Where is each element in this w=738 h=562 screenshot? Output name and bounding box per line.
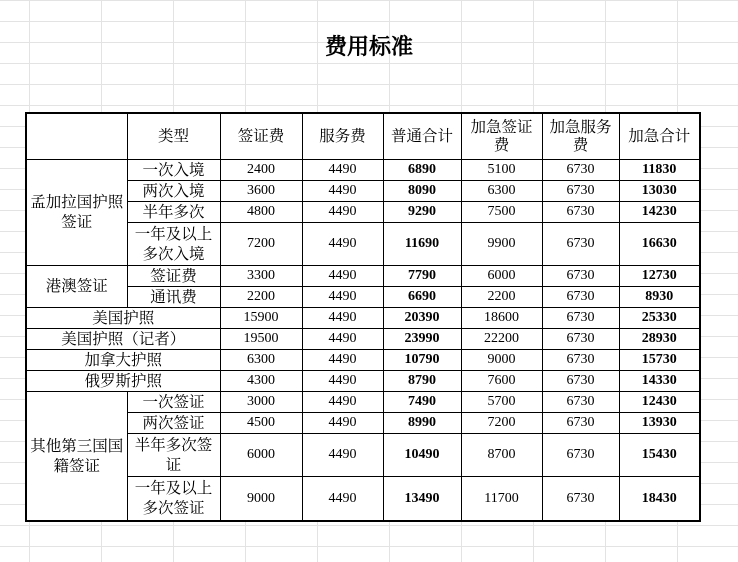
table-row xyxy=(26,265,700,286)
type-cell[interactable]: 半年多次签证 xyxy=(127,433,220,476)
header-cell-urgent-visa-fee[interactable]: 加急签证费 xyxy=(461,113,542,159)
category-cell[interactable]: 美国护照 xyxy=(26,307,220,328)
normal-total-cell[interactable]: 13490 xyxy=(383,476,461,521)
urgent-total-cell[interactable]: 18430 xyxy=(619,476,700,521)
service-fee-cell[interactable]: 4490 xyxy=(302,391,383,412)
urgent-visa-fee-cell[interactable]: 7200 xyxy=(461,412,542,433)
service-fee-cell[interactable]: 4490 xyxy=(302,328,383,349)
category-cell[interactable]: 俄罗斯护照 xyxy=(26,370,220,391)
normal-total-cell[interactable]: 8090 xyxy=(383,180,461,201)
service-fee-cell[interactable]: 4490 xyxy=(302,476,383,521)
urgent-visa-fee-cell[interactable]: 22200 xyxy=(461,328,542,349)
type-cell[interactable]: 半年多次 xyxy=(127,201,220,222)
service-fee-cell[interactable]: 4490 xyxy=(302,433,383,476)
table-row xyxy=(26,201,700,222)
urgent-total-cell[interactable]: 12730 xyxy=(619,265,700,286)
urgent-visa-fee-cell[interactable]: 9900 xyxy=(461,222,542,265)
service-fee-cell[interactable]: 4490 xyxy=(302,159,383,180)
visa-fee-cell[interactable]: 15900 xyxy=(220,307,302,328)
service-fee-cell[interactable]: 4490 xyxy=(302,222,383,265)
fee-table xyxy=(25,112,701,522)
visa-fee-cell[interactable]: 2200 xyxy=(220,286,302,307)
table-row xyxy=(26,307,700,328)
service-fee-cell[interactable]: 4490 xyxy=(302,349,383,370)
category-cell[interactable]: 加拿大护照 xyxy=(26,349,220,370)
urgent-total-cell[interactable]: 13030 xyxy=(619,180,700,201)
normal-total-cell[interactable]: 10790 xyxy=(383,349,461,370)
service-fee-cell[interactable]: 4490 xyxy=(302,180,383,201)
urgent-total-cell[interactable]: 25330 xyxy=(619,307,700,328)
urgent-total-cell[interactable]: 11830 xyxy=(619,159,700,180)
category-cell[interactable]: 美国护照（记者） xyxy=(26,328,220,349)
normal-total-cell[interactable]: 6890 xyxy=(383,159,461,180)
urgent-service-fee-cell[interactable]: 6730 xyxy=(542,286,619,307)
normal-total-cell[interactable]: 8990 xyxy=(383,412,461,433)
urgent-total-cell[interactable]: 8930 xyxy=(619,286,700,307)
category-cell[interactable]: 其他第三国国籍签证 xyxy=(26,391,127,521)
type-cell[interactable]: 两次入境 xyxy=(127,180,220,201)
urgent-service-fee-cell[interactable]: 6730 xyxy=(542,265,619,286)
service-fee-cell[interactable]: 4490 xyxy=(302,412,383,433)
urgent-service-fee-cell[interactable]: 6730 xyxy=(542,391,619,412)
urgent-visa-fee-cell[interactable]: 7500 xyxy=(461,201,542,222)
urgent-visa-fee-cell[interactable]: 5700 xyxy=(461,391,542,412)
normal-total-cell[interactable]: 7790 xyxy=(383,265,461,286)
urgent-visa-fee-cell[interactable]: 9000 xyxy=(461,349,542,370)
urgent-visa-fee-cell[interactable]: 5100 xyxy=(461,159,542,180)
header-cell-urgent-service-fee[interactable]: 加急服务费 xyxy=(542,113,619,159)
type-cell[interactable]: 一年及以上多次入境 xyxy=(127,222,220,265)
visa-fee-cell[interactable]: 4800 xyxy=(220,201,302,222)
header-cell-normal-total[interactable]: 普通合计 xyxy=(383,113,461,159)
normal-total-cell[interactable]: 7490 xyxy=(383,391,461,412)
header-cell-type[interactable]: 类型 xyxy=(127,113,220,159)
table-row xyxy=(26,370,700,391)
normal-total-cell[interactable]: 11690 xyxy=(383,222,461,265)
urgent-visa-fee-cell[interactable]: 11700 xyxy=(461,476,542,521)
header-cell-category[interactable] xyxy=(26,113,127,159)
urgent-total-cell[interactable]: 13930 xyxy=(619,412,700,433)
urgent-total-cell[interactable]: 28930 xyxy=(619,328,700,349)
urgent-total-cell[interactable]: 16630 xyxy=(619,222,700,265)
urgent-service-fee-cell[interactable]: 6730 xyxy=(542,201,619,222)
visa-fee-cell[interactable]: 7200 xyxy=(220,222,302,265)
urgent-visa-fee-cell[interactable]: 18600 xyxy=(461,307,542,328)
page-title: 费用标准 xyxy=(324,34,413,60)
table-row xyxy=(26,222,700,265)
urgent-total-cell[interactable]: 12430 xyxy=(619,391,700,412)
type-cell[interactable]: 一次签证 xyxy=(127,391,220,412)
visa-fee-cell[interactable]: 6000 xyxy=(220,433,302,476)
urgent-visa-fee-cell[interactable]: 8700 xyxy=(461,433,542,476)
table-row xyxy=(26,476,700,521)
urgent-total-cell[interactable]: 15430 xyxy=(619,433,700,476)
service-fee-cell[interactable]: 4490 xyxy=(302,370,383,391)
header-cell-urgent-total[interactable]: 加急合计 xyxy=(619,113,700,159)
header-cell-service-fee[interactable]: 服务费 xyxy=(302,113,383,159)
urgent-visa-fee-cell[interactable]: 7600 xyxy=(461,370,542,391)
urgent-service-fee-cell[interactable]: 6730 xyxy=(542,412,619,433)
category-cell[interactable]: 孟加拉国护照签证 xyxy=(26,159,127,265)
type-cell[interactable]: 通讯费 xyxy=(127,286,220,307)
urgent-service-fee-cell[interactable]: 6730 xyxy=(542,370,619,391)
table-row xyxy=(26,286,700,307)
service-fee-cell[interactable]: 4490 xyxy=(302,286,383,307)
urgent-service-fee-cell[interactable]: 6730 xyxy=(542,159,619,180)
table-row xyxy=(26,349,700,370)
normal-total-cell[interactable]: 20390 xyxy=(383,307,461,328)
type-cell[interactable]: 签证费 xyxy=(127,265,220,286)
urgent-total-cell[interactable]: 14330 xyxy=(619,370,700,391)
visa-fee-cell[interactable]: 9000 xyxy=(220,476,302,521)
normal-total-cell[interactable]: 6690 xyxy=(383,286,461,307)
urgent-visa-fee-cell[interactable]: 6300 xyxy=(461,180,542,201)
visa-fee-cell[interactable]: 4500 xyxy=(220,412,302,433)
urgent-visa-fee-cell[interactable]: 2200 xyxy=(461,286,542,307)
service-fee-cell[interactable]: 4490 xyxy=(302,307,383,328)
urgent-service-fee-cell[interactable]: 6730 xyxy=(542,307,619,328)
type-cell[interactable]: 两次签证 xyxy=(127,412,220,433)
table-row xyxy=(26,180,700,201)
service-fee-cell[interactable]: 4490 xyxy=(302,201,383,222)
table-row xyxy=(26,159,700,180)
urgent-total-cell[interactable]: 14230 xyxy=(619,201,700,222)
table-row xyxy=(26,328,700,349)
visa-fee-cell[interactable]: 2400 xyxy=(220,159,302,180)
urgent-service-fee-cell[interactable]: 6730 xyxy=(542,349,619,370)
table-row xyxy=(26,391,700,412)
visa-fee-cell[interactable]: 6300 xyxy=(220,349,302,370)
urgent-total-cell[interactable]: 15730 xyxy=(619,349,700,370)
urgent-service-fee-cell[interactable]: 6730 xyxy=(542,328,619,349)
urgent-service-fee-cell[interactable]: 6730 xyxy=(542,180,619,201)
header-cell-visa-fee[interactable]: 签证费 xyxy=(220,113,302,159)
visa-fee-cell[interactable]: 19500 xyxy=(220,328,302,349)
normal-total-cell[interactable]: 8790 xyxy=(383,370,461,391)
table-row xyxy=(26,412,700,433)
visa-fee-cell[interactable]: 3000 xyxy=(220,391,302,412)
urgent-service-fee-cell[interactable]: 6730 xyxy=(542,433,619,476)
service-fee-cell[interactable]: 4490 xyxy=(302,265,383,286)
type-cell[interactable]: 一次入境 xyxy=(127,159,220,180)
category-cell[interactable]: 港澳签证 xyxy=(26,265,127,307)
visa-fee-cell[interactable]: 4300 xyxy=(220,370,302,391)
normal-total-cell[interactable]: 23990 xyxy=(383,328,461,349)
urgent-service-fee-cell[interactable]: 6730 xyxy=(542,222,619,265)
table-row xyxy=(26,433,700,476)
header-row xyxy=(26,113,700,159)
visa-fee-cell[interactable]: 3600 xyxy=(220,180,302,201)
type-cell[interactable]: 一年及以上多次签证 xyxy=(127,476,220,521)
visa-fee-cell[interactable]: 3300 xyxy=(220,265,302,286)
normal-total-cell[interactable]: 9290 xyxy=(383,201,461,222)
normal-total-cell[interactable]: 10490 xyxy=(383,433,461,476)
urgent-visa-fee-cell[interactable]: 6000 xyxy=(461,265,542,286)
urgent-service-fee-cell[interactable]: 6730 xyxy=(542,476,619,521)
